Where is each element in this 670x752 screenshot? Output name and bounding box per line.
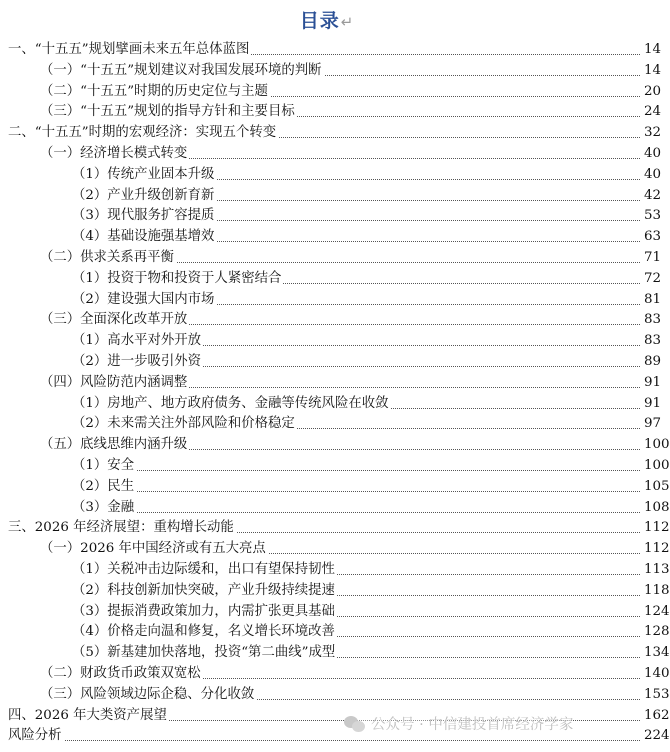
toc-entry-title: （2）建设强大国内市场 (72, 289, 216, 311)
toc-entry-title: （5）新基建加快落地，投资“第二曲线”成型 (72, 642, 337, 664)
toc-entry[interactable] (0, 351, 662, 373)
toc-entry-title: （1）高水平对外开放 (72, 330, 203, 352)
toc-entry-page: 91 (642, 393, 661, 415)
toc-entry[interactable] (0, 497, 670, 519)
toc-entry-title: 四、2026 年大类资产展望 (8, 705, 169, 727)
toc-entry-title: （二）财政货币政策双宽松 (40, 663, 203, 685)
toc-entry[interactable] (0, 393, 662, 415)
toc-entry-page: 108 (642, 497, 670, 519)
toc-entry-title: （1）房地产、地方政府债务、金融等传统风险在收敛 (72, 393, 391, 415)
toc-entry-title: 一、“十五五”规划擘画未来五年总体蓝图 (8, 39, 251, 61)
toc-entry[interactable] (0, 289, 662, 311)
toc-entry-page: 14 (642, 60, 661, 82)
toc-title-text: 目录 (299, 10, 340, 32)
toc-entry-title: 三、2026 年经济展望：重构增长动能 (8, 517, 236, 539)
toc-entry-title: （1）安全 (72, 455, 136, 477)
toc-entry[interactable] (0, 143, 662, 165)
toc-entry[interactable] (0, 663, 670, 685)
toc-entry-title: （三）“十五五”规划的指导方针和主要目标 (40, 101, 297, 123)
toc-entry-title: （2）民生 (72, 476, 136, 498)
toc-entry-page: 42 (642, 185, 661, 207)
toc-entry-title: （二）供求关系再平衡 (40, 247, 176, 269)
toc-entry-title: （一）“十五五”规划建议对我国发展环境的判断 (40, 60, 324, 82)
toc-entry[interactable] (0, 476, 670, 498)
toc-entry-page: 134 (642, 642, 670, 664)
toc-entry-title: 风险分析 (8, 725, 64, 747)
toc-entry[interactable] (0, 684, 670, 706)
toc-entry-page: 97 (642, 413, 661, 435)
toc-entry-page: 112 (642, 538, 670, 560)
toc-entry[interactable] (0, 164, 662, 186)
toc-entry-title: （2）产业升级创新育新 (72, 185, 216, 207)
toc-entry-title: （一）2026 年中国经济或有五大亮点 (40, 538, 268, 560)
toc-entry-title: （一）经济增长模式转变 (40, 143, 189, 165)
toc-entry-title: 二、“十五五”时期的宏观经济：实现五个转变 (8, 122, 278, 144)
toc-entry-page: 140 (642, 663, 670, 685)
toc-entry[interactable] (0, 580, 670, 602)
toc-entry-page: 24 (642, 101, 661, 123)
toc-entry-title: （三）全面深化改革开放 (40, 309, 189, 331)
toc-entry-page: 113 (642, 559, 670, 581)
toc-entry[interactable] (0, 538, 670, 560)
toc-entry[interactable] (0, 455, 670, 477)
toc-entry-title: （2）科技创新加快突破，产业升级持续提速 (72, 580, 337, 602)
toc-entry-page: 118 (642, 580, 670, 602)
toc-entry-title: （3）金融 (72, 497, 136, 519)
toc-entry-title: （五）底线思维内涵升级 (40, 434, 189, 456)
toc-entry-title: （3）现代服务扩容提质 (72, 205, 216, 227)
toc-entry[interactable] (0, 309, 662, 331)
dot-leader (72, 470, 640, 471)
toc-entry[interactable] (0, 39, 662, 61)
toc-entry-page: 153 (642, 684, 670, 706)
toc-entry-title: （3）提振消费政策加力，内需扩张更具基础 (72, 601, 337, 623)
toc-entry-page: 112 (642, 517, 670, 539)
toc-entry-page: 14 (642, 39, 661, 61)
toc-entry[interactable] (0, 372, 662, 394)
toc-entry[interactable] (0, 330, 662, 352)
toc-entry-page: 89 (642, 351, 661, 373)
dot-leader (72, 491, 640, 492)
toc-entry-title: （2）未来需关注外部风险和价格稳定 (72, 413, 297, 435)
toc-entry-page: 83 (642, 309, 661, 331)
toc-entry-page: 100 (642, 434, 670, 456)
toc-entry-page: 81 (642, 289, 661, 311)
toc-entry-title: （四）风险防范内涵调整 (40, 372, 189, 394)
toc-entry-page: 53 (642, 205, 661, 227)
return-mark-icon: ↵ (340, 13, 355, 31)
toc-entry[interactable] (0, 226, 662, 248)
toc-entry-title: （三）风险领域边际企稳、分化收敛 (40, 684, 256, 706)
toc-entry-title: （1）关税冲击边际缓和，出口有望保持韧性 (72, 559, 337, 581)
toc-entry-page: 128 (642, 621, 670, 643)
toc-entry-page: 91 (642, 372, 661, 394)
toc-entry-page: 105 (642, 476, 670, 498)
toc-entry-page: 124 (642, 601, 670, 623)
toc-entry-page: 20 (642, 81, 661, 103)
watermark (344, 713, 573, 737)
toc-entry-page: 72 (642, 268, 661, 290)
toc-entry[interactable] (0, 205, 662, 227)
toc-entry-page: 71 (642, 247, 661, 269)
toc-entry-page: 162 (642, 705, 670, 727)
dot-leader (8, 740, 640, 741)
toc-entry-page: 40 (642, 164, 661, 186)
toc-entry[interactable] (0, 413, 662, 435)
toc-entry-title: （1）投资于物和投资于人紧密结合 (72, 268, 283, 290)
toc-entry[interactable] (0, 122, 662, 144)
toc-entry[interactable] (0, 621, 670, 643)
toc-entry[interactable] (0, 601, 670, 623)
toc-entry[interactable] (0, 517, 670, 539)
toc-entry-title: （4）基础设施强基增效 (72, 226, 216, 248)
toc-entry-page: 32 (642, 122, 661, 144)
toc-entry-page: 63 (642, 226, 661, 248)
wechat-icon (344, 716, 366, 732)
toc-entry-page: 100 (642, 455, 670, 477)
toc-entry[interactable] (0, 434, 670, 456)
toc-entry-page: 224 (642, 725, 670, 747)
toc-entry-page: 83 (642, 330, 661, 352)
toc-entry[interactable] (0, 642, 670, 664)
toc-entry[interactable] (0, 559, 670, 581)
watermark-text: 公众号 · 中信建投首席经济学家 (371, 717, 574, 733)
toc-entry[interactable] (0, 185, 662, 207)
toc-entry-title: （二）“十五五”时期的历史定位与主题 (40, 81, 270, 103)
toc-entry-title: （1）传统产业固本升级 (72, 164, 216, 186)
toc-entry-title: （4）价格走向温和修复，名义增长环境改善 (72, 621, 337, 643)
toc-entry[interactable] (0, 268, 662, 290)
toc-entry[interactable] (0, 101, 662, 123)
toc-entry[interactable] (0, 247, 662, 269)
toc-entry-page: 40 (642, 143, 661, 165)
dot-leader (72, 512, 640, 513)
toc-entry[interactable] (0, 81, 662, 103)
toc-title (0, 6, 654, 33)
toc-entry[interactable] (0, 60, 662, 82)
toc-entry-title: （2）进一步吸引外资 (72, 351, 203, 373)
